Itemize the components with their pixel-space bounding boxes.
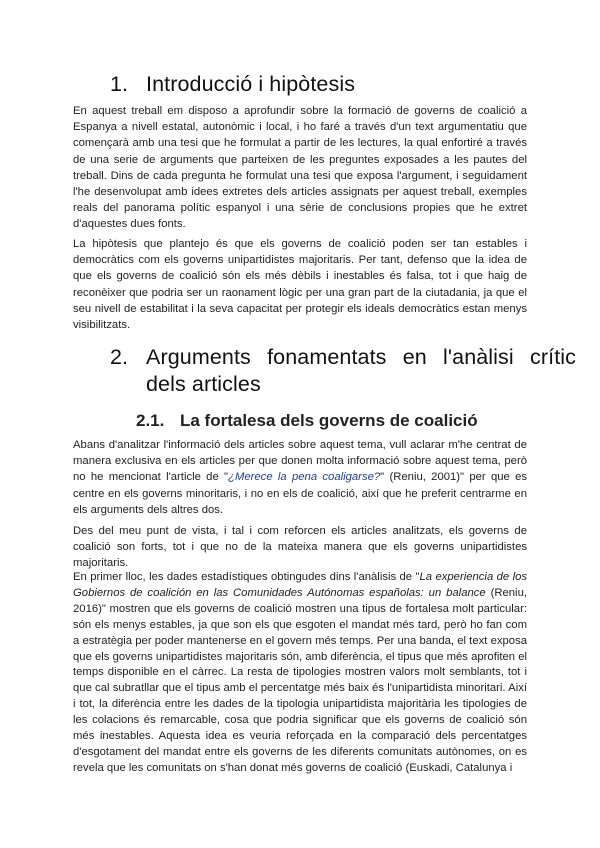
subsection-2-1-title: La fortalesa dels governs de coalició <box>180 411 478 430</box>
articles-scope-paragraph <box>73 437 527 518</box>
viewpoint-paragraph: Des del meu punt de vista, i tal i com reforcen els articles analitzats, els governs de coalició son forts, tot i que no de la mateixa manera que els governs unipartidistes majoritaris. <box>73 525 527 570</box>
section-2-number: 2. <box>110 345 129 369</box>
section-1-title: Introducció i hipòtesis <box>146 72 356 96</box>
section-1-heading <box>110 71 550 98</box>
paragraph-text: (Reniu, 2016)" mostren que els governs de coalició mostren una tipus de fortalesa molt particular: són els menys estables, ja que son els que esgoten el mandat més tard, però ho fan com a estratègia per poder mantenerse en el govern més temps. Per una banda, el text exposa que els governs unipartidistes majoritaris són, amb diferència, el tipus que més aprofiten el temps disponible en el càrrec. La resta de tipologies mostren valors molt semblants, tot i que cal subratllar que el tipus amb el percentatge més baix és l'unipartidista minoritari. Així i tot, la diferència entre les dades de la tipologia unipartidista majoritària les tipologies de les colacions és remarcable, cosa que podria significar que els governs de coalició són més inestables. Aquesta idea es veuria reforçada en la comparació dels percentatges d'esgotament del mandat entre els governs de les diferents comunitats autònomes, on es revela que les comunitats on s'han donat més governs de coalició (Euskadi, Catalunya i <box>73 586 527 774</box>
subsection-2-1-number: 2.1. <box>136 411 165 430</box>
statistics-paragraph <box>73 570 527 777</box>
section-1-number: 1. <box>110 72 129 96</box>
subsection-2-1-heading <box>136 409 478 433</box>
paragraph-text: Abans d'analitzar l'informació dels articles sobre aquest tema, vull aclarar m'he centrat de manera exclusiva en els articles per que donen molta informació sobre aquest tema, però no he mencionat l'article de " <box>73 439 527 484</box>
paragraph-text: En primer lloc, les dades estadístiques obtingudes dins l'anàlisis de " <box>73 571 420 583</box>
article-citation: La experiencia de los Gobiernos de coalición en las Comunidades Autónomas españolas: un balance <box>73 571 528 599</box>
hypothesis-paragraph: La hipòtesis que plantejo és que els governs de coalició poden ser tan estables i democràtics com els governs unipartidistes majoritaris. Per tant, defenso que la idea de que els governs de coalició són els més dèbils i inestables és falsa, tot i que haig de reconèixer que podria ser un raonament lògic per una gran part de la ciutadania, ja que el seu nivell de estabilitat i la seva capacitat per protegir els ideals democràtics estan menys visibilitzats. <box>73 238 527 332</box>
article-link[interactable]: ¿Merece la pena coaligarse? <box>228 471 381 484</box>
intro-paragraph: En aquest treball em disposo a aprofundir sobre la formació de governs de coalició a Espanya a nivell estatal, autonòmic i local, i ho faré a través d'un text argumentatiu que començarà amb una tesi que he formulat a partir de les lectures, la qual enfortiré a través de una serie de arguments que parteixen de les preguntes exposades a les pautes del treball. Dins de cada pregunta he formulat una tesi que exposa l'argument, i seguidament l'he desenvolupat amb idees extretes dels articles assignats per aquest treball, exemples reals del panorama polític espanyol i una sèrie de conclusions propies que he extret d'aquestes dues fonts. <box>73 105 527 231</box>
paragraph-text: " (Reniu, 2001)" per que es centre en els governs minoritaris, i no en els de coalició, així que he preferit centrarme en els arguments dels altres dos. <box>73 471 528 516</box>
section-2-heading <box>110 344 580 398</box>
section-2-title: Arguments fonamentats en l'anàlisi crític dels articles <box>146 345 576 396</box>
